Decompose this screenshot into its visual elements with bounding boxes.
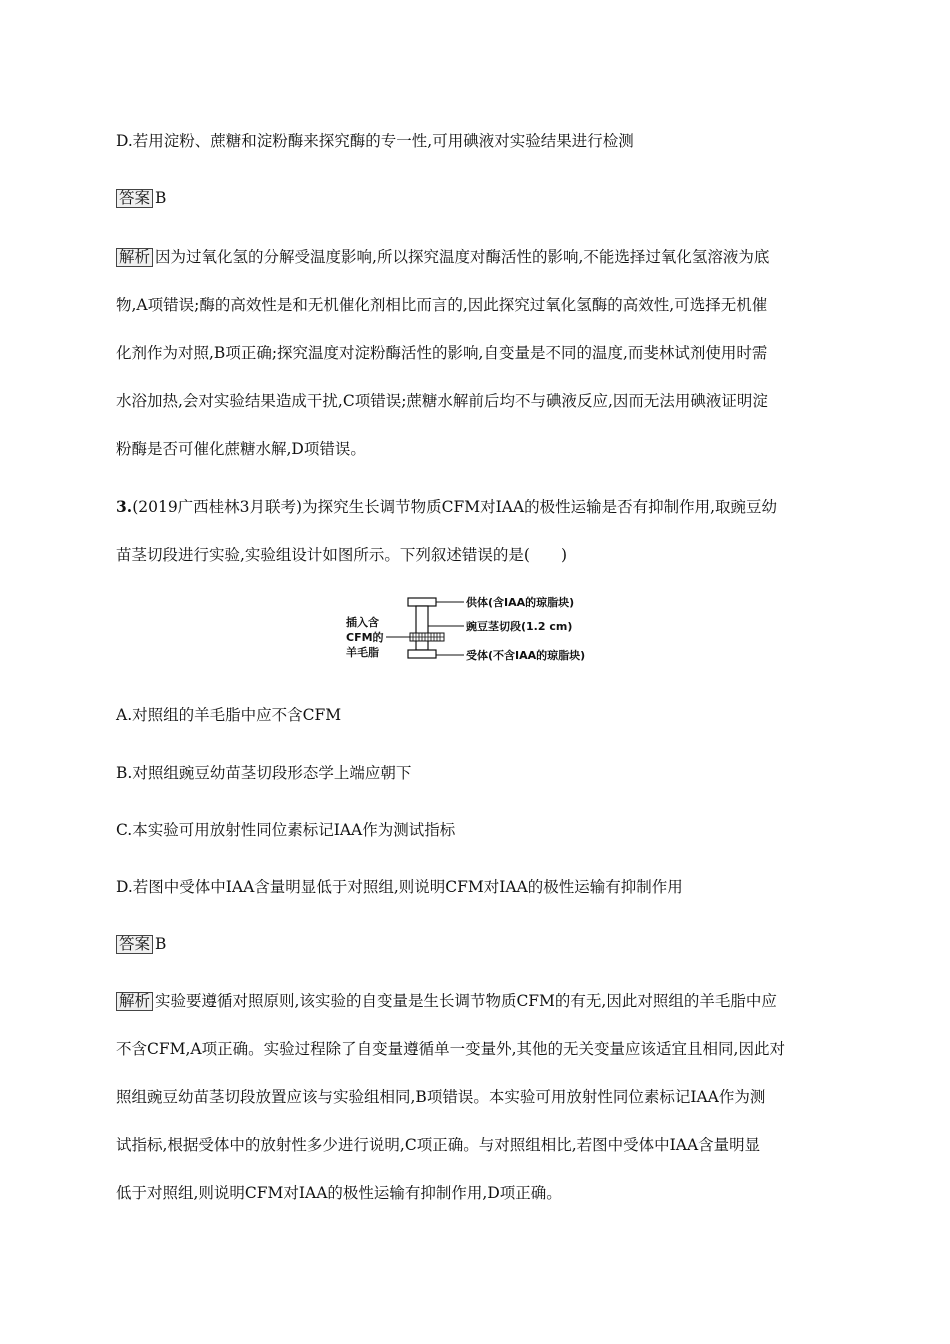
analysis-tag: 解析 [116, 992, 153, 1011]
answer-value: B [155, 935, 167, 953]
prev-answer [116, 188, 166, 208]
experiment-diagram [340, 590, 630, 668]
q3-analysis-line-5: 低于对照组,则说明CFM对IAA的极性运输有抑制作用,D项正确。 [116, 1184, 562, 1202]
prev-analysis-line-1: 解析 因为过氧化氢的分解受温度影响,所以探究温度对酶活性的影响,不能选择过氧化氢溶液为底 [116, 247, 769, 267]
answer-tag: 答案 [116, 189, 153, 208]
lanolin-label-line-3: 羊毛脂 [346, 646, 379, 659]
stem-label: 豌豆茎切段(1.2 cm) [466, 620, 573, 633]
answer-value: B [155, 189, 167, 207]
prev-analysis-line-3: 化剂作为对照,B项正确;探究温度对淀粉酶活性的影响,自变量是不同的温度,而斐林试剂使用时需 [116, 344, 768, 362]
donor-agar-block [408, 598, 436, 606]
receiver-agar-block [408, 650, 436, 658]
q3-analysis-line-1: 解析 实验要遵循对照原则,该实验的自变量是生长调节物质CFM的有无,因此对照组的羊毛脂中应 [116, 991, 777, 1011]
q3-analysis-line-2: 不含CFM,A项正确。实验过程除了自变量遵循单一变量外,其他的无关变量应该适宜且相同,因此对 [116, 1040, 785, 1058]
receiver-label: 受体(不含IAA的琼脂块) [466, 649, 586, 662]
question-3-stem-line-1: 3.(2019广西桂林3月联考)为探究生长调节物质CFM对IAA的极性运输是否有抑制作用,取豌豆幼 [116, 497, 778, 516]
q3-analysis-line-4: 试指标,根据受体中的放射性多少进行说明,C项正确。与对照组相比,若图中受体中IAA含量明显 [116, 1136, 761, 1154]
analysis-tag: 解析 [116, 248, 153, 267]
lanolin-label-line-2: CFM的 [346, 631, 384, 644]
option-c: C.本实验可用放射性同位素标记IAA作为测试指标 [116, 821, 456, 839]
pea-stem-segment [416, 606, 428, 650]
q3-analysis-line-3: 照组豌豆幼苗茎切段放置应该与实验组相同,B项错误。本实验可用放射性同位素标记IAA作为测 [116, 1088, 766, 1106]
question-number: 3. [116, 497, 133, 516]
lanolin-label-line-1: 插入含 [346, 616, 379, 629]
prev-analysis-line-4: 水浴加热,会对实验结果造成干扰,C项错误;蔗糖水解前后均不与碘液反应,因而无法用碘液证明淀 [116, 392, 768, 410]
prev-analysis-line-5: 粉酶是否可催化蔗糖水解,D项错误。 [116, 440, 366, 458]
donor-label: 供体(含IAA的琼脂块) [466, 596, 575, 609]
option-b: B.对照组豌豆幼苗茎切段形态学上端应朝下 [116, 764, 412, 782]
answer-tag: 答案 [116, 935, 153, 954]
q3-answer [116, 934, 166, 954]
prev-analysis-line-2: 物,A项错误;酶的高效性是和无机催化剂相比而言的,因此探究过氧化氢酶的高效性,可选择无机催 [116, 296, 768, 314]
option-d: D.若图中受体中IAA含量明显低于对照组,则说明CFM对IAA的极性运输有抑制作用 [116, 878, 683, 896]
option-a: A.对照组的羊毛脂中应不含CFM [116, 706, 342, 724]
prev-option-d: D.若用淀粉、蔗糖和淀粉酶来探究酶的专一性,可用碘液对实验结果进行检测 [116, 132, 634, 150]
question-3-stem-line-2: 苗茎切段进行实验,实验组设计如图所示。下列叙述错误的是( ) [116, 546, 568, 564]
